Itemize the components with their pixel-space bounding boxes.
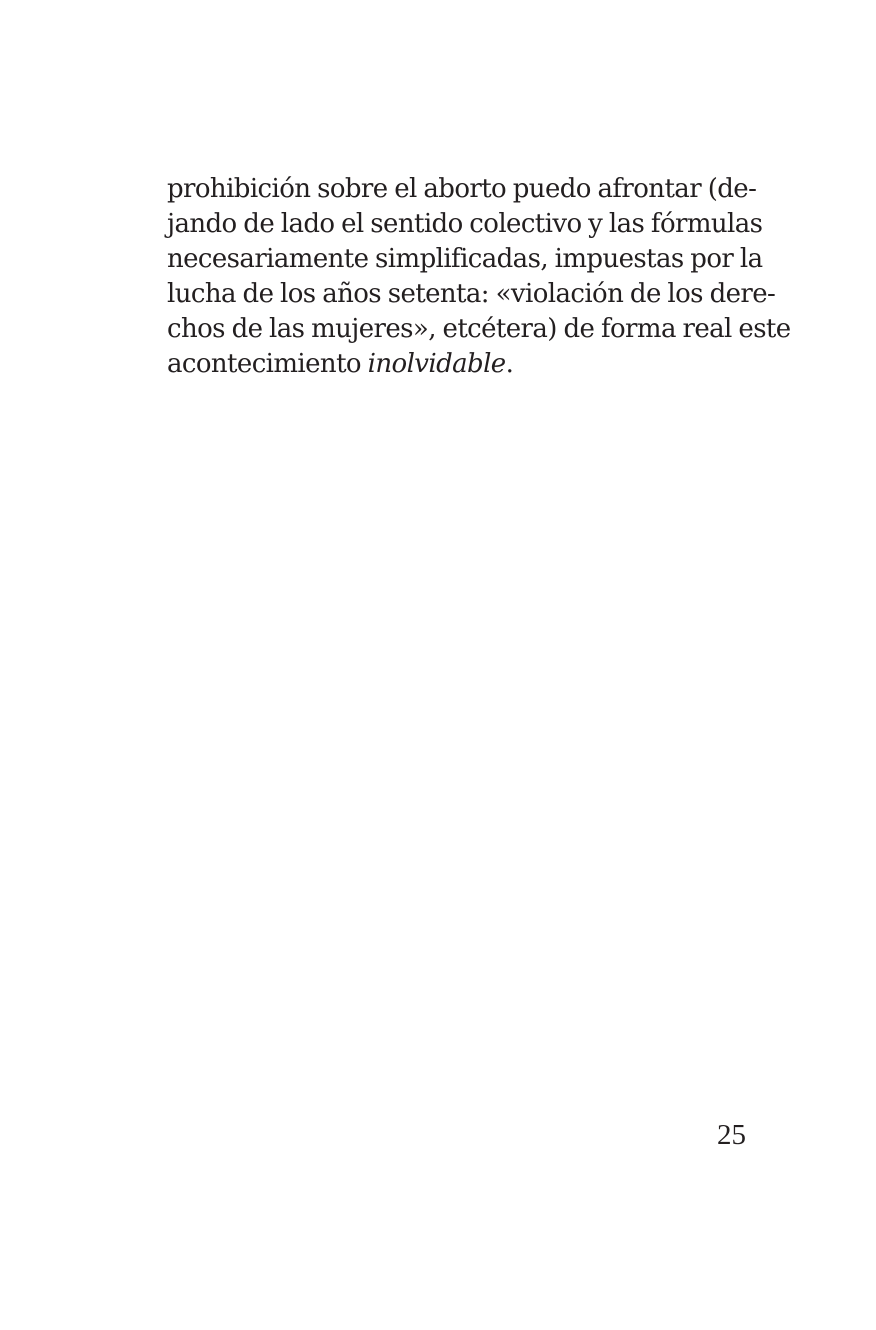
paragraph-line: chos de las mujeres», etcétera) de forma real este [167, 314, 791, 344]
last-line-text: acontecimiento [167, 349, 368, 379]
italic-emphasis: inolvidable [367, 349, 506, 379]
paragraph-line: necesariamente simplificadas, impuestas por la [167, 244, 763, 274]
paragraph-line: prohibición sobre el aborto puedo afrontar (de- [167, 174, 757, 204]
paragraph-line: lucha de los años setenta: «violación de los dere- [167, 279, 776, 309]
body-paragraph [167, 172, 791, 382]
last-line-period: . [505, 349, 514, 379]
paragraph-last-line [167, 347, 747, 382]
paragraph-line: jando de lado el sentido colectivo y las fórmulas [167, 209, 763, 239]
page-number: 25 [717, 1119, 746, 1151]
